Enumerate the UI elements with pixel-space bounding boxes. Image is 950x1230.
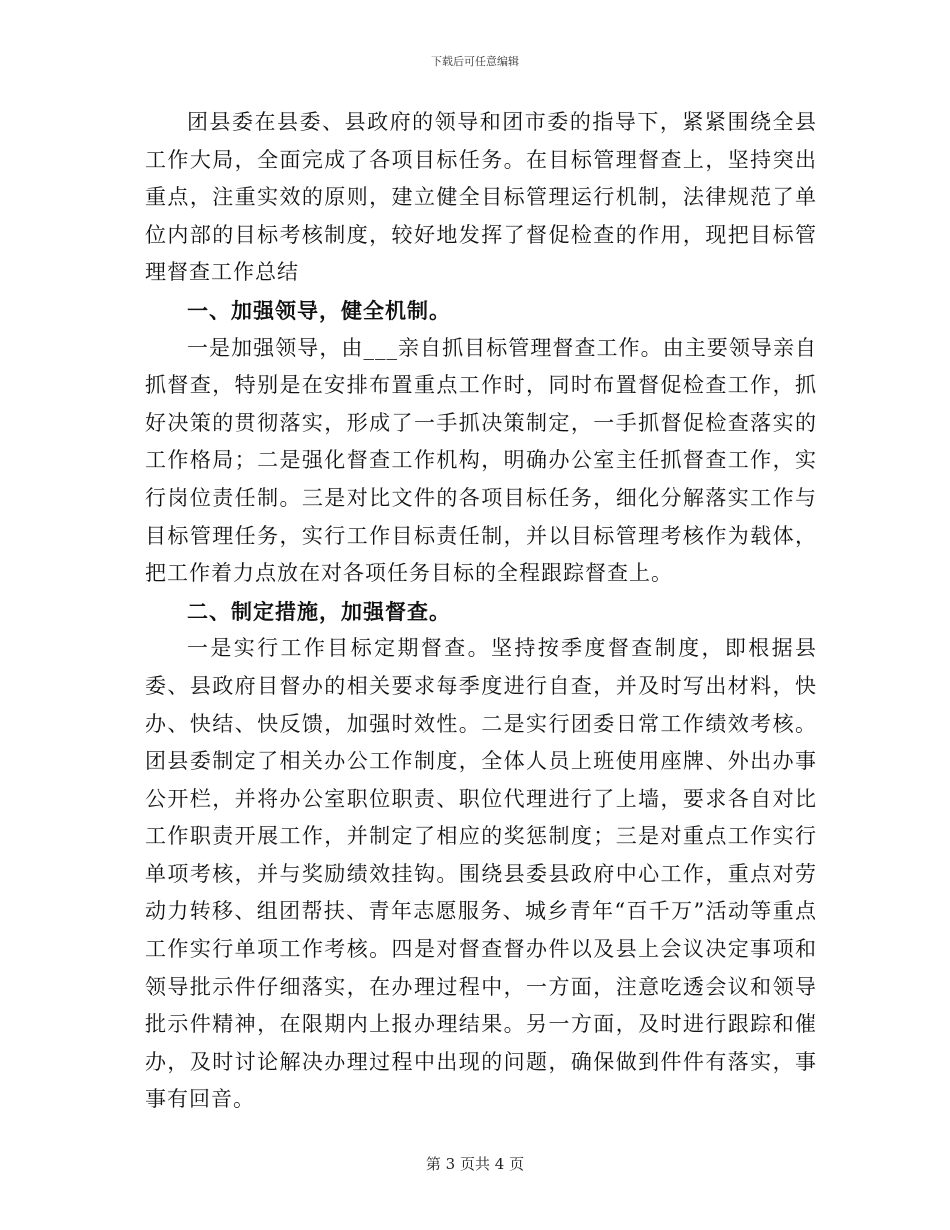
document-body [145, 104, 817, 1119]
section-1-heading: 一、加强领导，健全机制。 [187, 297, 451, 323]
intro-paragraph: 团县委在县委、县政府的领导和团市委的指导下，紧紧围绕全县工作大局，全面完成了各项目标任务。在目标管理督查上，坚持突出重点，注重实效的原则，建立健全目标管理运行机制，法律规范了单位内部的目标考核制度，较好地发挥了督促检查的作用，现把目标管理督查工作总结 [145, 110, 817, 285]
section-2-paragraph: 一是实行工作目标定期督查。坚持按季度督查制度，即根据县委、县政府目督办的相关要求每季度进行自查，并及时写出材料，快办、快结、快反馈，加强时效性。二是实行团委日常工作绩效考核。团县委制定了相关办公工作制度，全体人员上班使用座牌、外出办事公开栏，并将办公室职位职责、职位代理进行了上墙，要求各自对比工作职责开展工作，并制定了相应的奖惩制度；三是对重点工作实行单项考核，并与奖励绩效挂钩。围绕县委县政府中心工作，重点对劳动力转移、组团帮扶、青年志愿服务、城乡青年“百千万”活动等重点工作实行单项工作考核。四是对督查督办件以及县上会议决定事项和领导批示件仔细落实，在办理过程中，一方面，注意吃透会议和领导批示件精神，在限期内上报办理结果。另一方面，及时进行跟踪和催办，及时讨论解决办理过程中出现的问题，确保做到件件有落实，事事有回音。 [145, 636, 817, 1112]
section-2-heading: 二、制定措施，加强督查。 [187, 598, 451, 624]
page-footer: 第 3 页共 4 页 [425, 1155, 525, 1173]
section-1-paragraph: 一是加强领导，由___亲自抓目标管理督查工作。由主要领导亲自抓督查，特别是在安排布置重点工作时，同时布置督促检查工作，抓好决策的贯彻落实，形成了一手抓决策制定，一手抓督促检查落实的工作格局；二是强化督查工作机构，明确办公室主任抓督查工作，实行岗位责任制。三是对比文件的各项目标任务，细化分解落实工作与目标管理任务，实行工作目标责任制，并以目标管理考核作为载体，把工作着力点放在对各项任务目标的全程跟踪督查上。 [145, 335, 817, 586]
page-header: 下载后可任意编辑 [431, 55, 519, 68]
